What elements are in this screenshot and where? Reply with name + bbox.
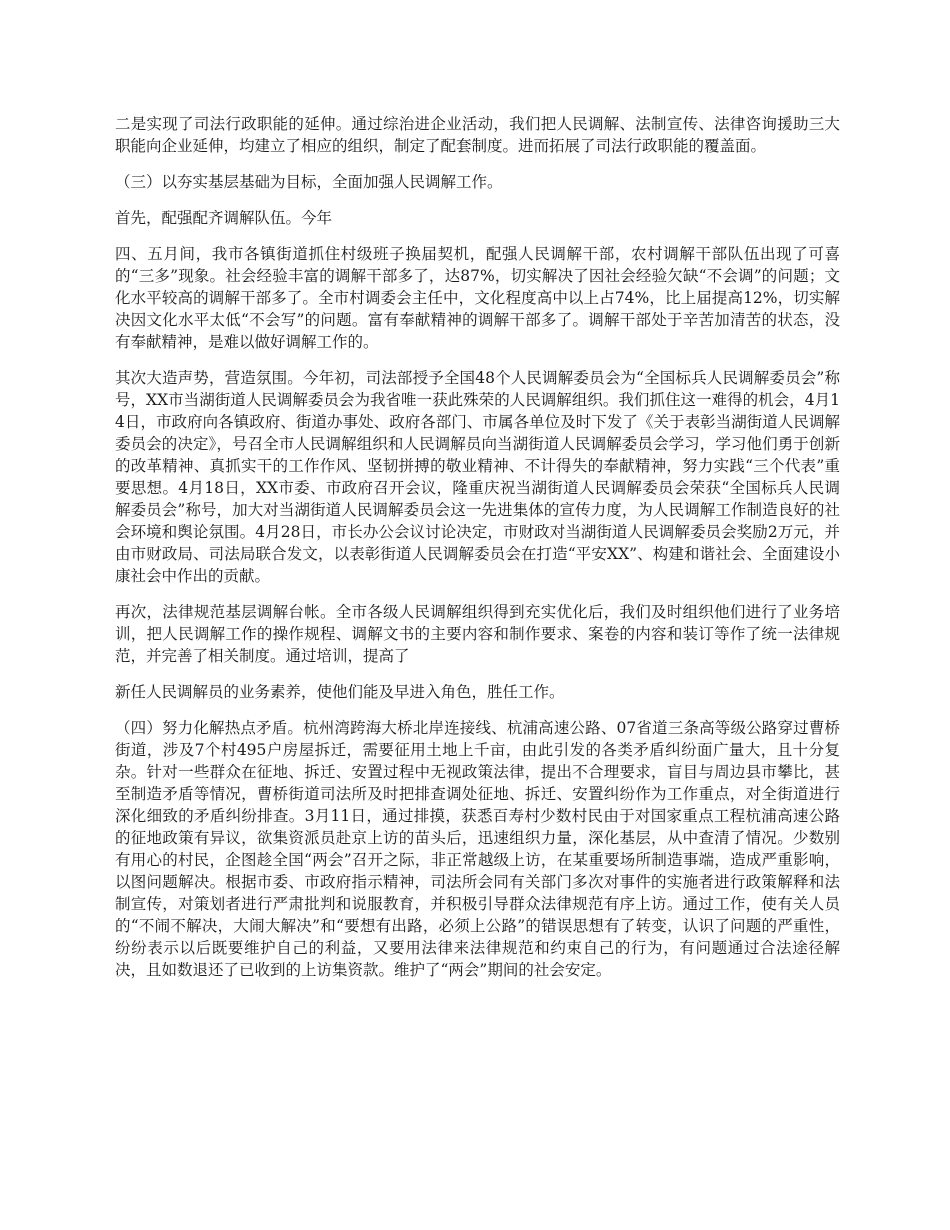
paragraph-standardize-ledger: 再次，法律规范基层调解台帐。全市各级人民调解组织得到充实优化后，我们及时组织他们进行了业务培训，把人民调解工作的操作规程、调解文书的主要内容和制作要求、案卷的内容和装订等作了统一法律规范，并完善了相关制度。通过培训，提高了 — [115, 603, 840, 665]
paragraph-hotspot-conflicts: （四）努力化解热点矛盾。杭州湾跨海大桥北岸连接线、杭浦高速公路、07省道三条高等级公路穿过曹桥街道，涉及7个村495户房屋拆迁，需要征用土地上千亩，由此引发的各类矛盾纠纷面广量大，且十分复杂。针对一些群众在征地、拆迁、安置过程中无视政策法律，提出不合理要求，盲目与周边县市攀比，甚至制造矛盾等情况，曹桥街道司法所及时把排查调处征地、拆迁、安置纠纷作为工作重点，对全街道进行深化细致的矛盾纠纷排查。3月11日，通过排摸，获悉百寿村少数村民由于对国家重点工程杭浦高速公路的征地政策有异议，欲集资派员赴京上访的苗头后，迅速组织力量，深化基层，从中查清了情况。少数别有用心的村民，企图趁全国“两会”召开之际，非正常越级上访，在某重要场所制造事端，造成严重影响，以图问题解决。根据市委、市政府指示精神，司法所会同有关部门多次对事件的实施者进行政策解释和法制宣传，对策划者进行严肃批判和说服教育，并积极引导群众法律规范有序上访。通过工作，使有关人员的“不闹不解决，大闹大解决”和“要想有出路，必须上公路”的错误思想有了转变，认识了问题的严重性，纷纷表示以后既要维护自己的利益，又要用法律来法律规范和约束自己的行为，有问题通过合法途径解决，且如数退还了已收到的上访集资款。维护了“两会”期间的社会安定。 — [115, 719, 840, 979]
paragraph-april-may: 四、五月间，我市各镇街道抓住村级班子换届契机，配强人民调解干部，农村调解干部队伍出现了可喜的“三多”现象。社会经验丰富的调解干部多了，达87%，切实解决了因社会经验欠缺“不会调”的问题；文化水平较高的调解干部多了。全市村调委会主任中，文化程度高中以上占74%，比上届提高12%，切实解决因文化水平太低“不会写”的问题。富有奉献精神的调解干部多了。调解干部处于辛苦加清苦的状态，没有奉献精神，是难以做好调解工作的。 — [115, 245, 840, 351]
paragraph-judicial-extension: 二是实现了司法行政职能的延伸。通过综治进企业活动，我们把人民调解、法制宣传、法律咨询援助三大职能向企业延伸，均建立了相应的组织，制定了配套制度。进而拓展了司法行政职能的覆盖面。 — [115, 115, 840, 155]
section-heading-3: （三）以夯实基层基础为目标，全面加强人民调解工作。 — [115, 173, 503, 191]
document-body — [115, 113, 840, 995]
paragraph-first-mediation-team: 首先，配强配齐调解队伍。今年 — [115, 209, 333, 227]
paragraph-training-result: 新任人民调解员的业务素养，使他们能及早进入角色，胜任工作。 — [115, 683, 565, 701]
paragraph-publicity: 其次大造声势，营造氛围。今年初，司法部授予全国48个人民调解委员会为“全国标兵人民调解委员会”称号，XX市当湖街道人民调解委员会为我省唯一获此殊荣的人民调解组织。我们抓住这一难得的机会，4月14日，市政府向各镇政府、街道办事处、政府各部门、市属各单位及时下发了《关于表彰当湖街道人民调解委员会的决定》，号召全市人民调解组织和人民调解员向当湖街道人民调解委员会学习，学习他们勇于创新的改革精神、真抓实干的工作作风、坚韧拼搏的敬业精神、不计得失的奉献精神，努力实践“三个代表”重要思想。4月18日，XX市委、市政府召开会议，隆重庆祝当湖街道人民调解委员会荣获“全国标兵人民调解委员会”称号，加大对当湖街道人民调解委员会这一先进集体的宣传力度，为人民调解工作制造良好的社会环境和舆论氛围。4月28日，市长办公会议讨论决定，市财政对当湖街道人民调解委员会奖励2万元，并由市财政局、司法局联合发文，以表彰街道人民调解委员会在打造“平安XX”、构建和谐社会、全面建设小康社会中作出的贡献。 — [115, 369, 840, 585]
